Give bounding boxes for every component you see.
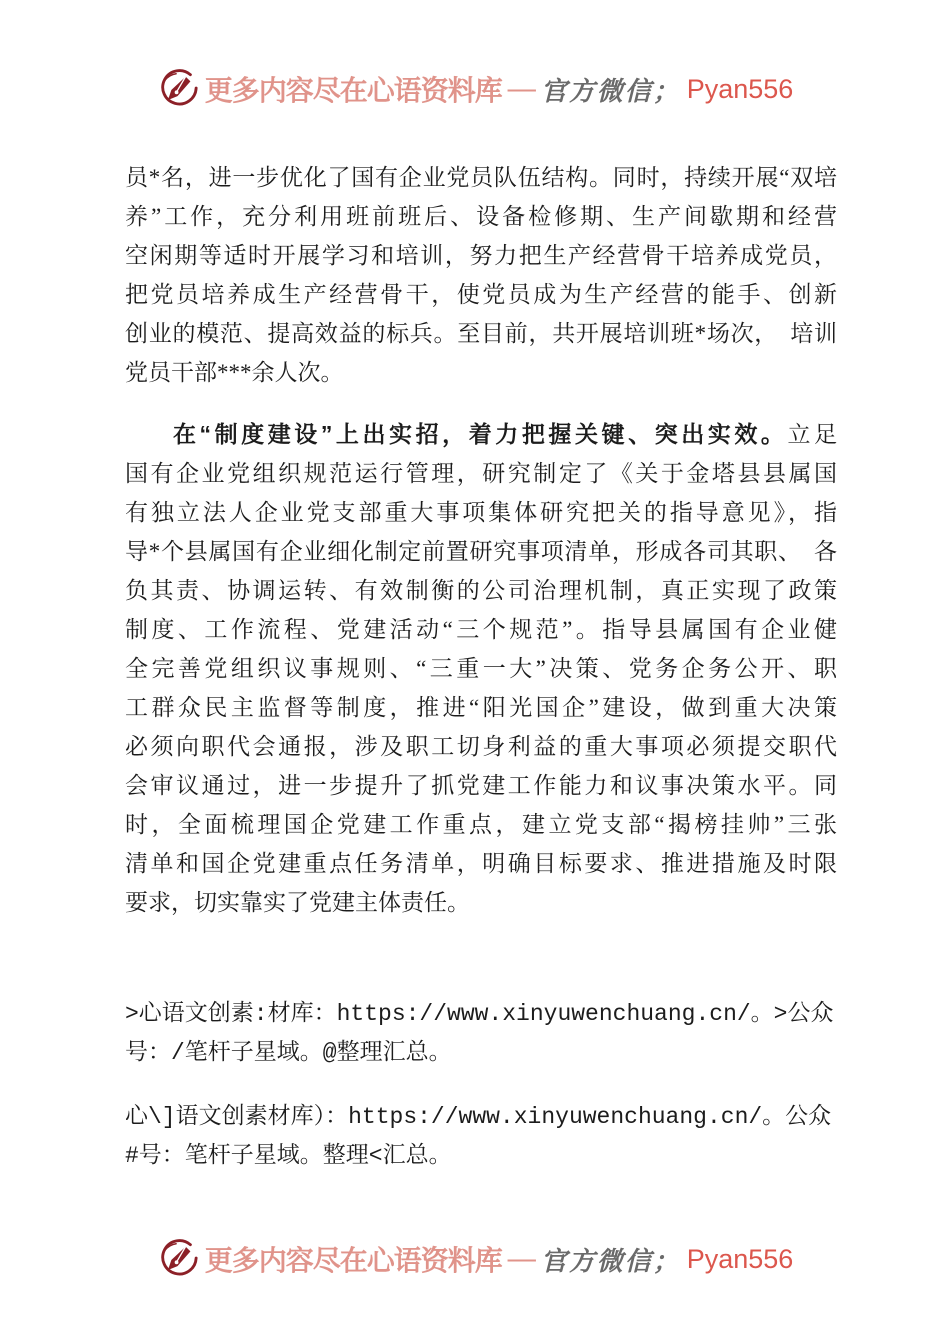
text-line <box>125 158 837 197</box>
text-run: 时，全面梳理国企党建工作重点，建立党支部“揭榜挂帅”三张 <box>125 812 837 837</box>
text-run: 有独立法人企业党支部重大事项集体研究把关的指导意见》，指 <box>125 500 837 525</box>
dash-separator: — <box>507 1243 535 1274</box>
text-line <box>125 1137 837 1176</box>
dash-separator: — <box>507 73 535 104</box>
para-source-note-2 <box>125 1098 837 1176</box>
text-run: 养”工作，充分利用班前班后、设备检修期、生产间歇期和经营 <box>125 204 837 229</box>
text-run: 工群众民主监督等制度，推进“阳光国企”建设，做到重大决策 <box>125 695 837 720</box>
text-line <box>125 883 837 922</box>
text-run: 党员干部***余人次。 <box>125 360 344 385</box>
para-source-note-1 <box>125 995 837 1073</box>
text-line <box>125 571 837 610</box>
text-line <box>125 1098 837 1137</box>
text-run: 员*名，进一步优化了国有企业党员队伍结构。同时，持续开展“双培 <box>125 165 837 190</box>
text-line <box>125 766 837 805</box>
text-line <box>125 532 837 571</box>
text-line <box>125 688 837 727</box>
text-run: 负其责、协调运转、有效制衡的公司治理机制，真正实现了政策 <box>125 578 837 603</box>
text-line <box>125 727 837 766</box>
para-party-member-training <box>125 158 837 392</box>
text-run: 导*个县属国有企业细化制定前置研究事项清单，形成各司其职、 各 <box>125 539 837 564</box>
text-line <box>125 493 837 532</box>
pen-emblem-logo <box>157 68 199 110</box>
text-line <box>125 314 837 353</box>
text-line <box>125 995 837 1034</box>
document-body <box>125 158 837 1176</box>
text-line <box>125 197 837 236</box>
bold-heading-run: 在“制度建设”上出实招，着力把握关键、突出实效。 <box>173 421 788 447</box>
text-run: #号：笔杆子星域。整理<汇总。 <box>125 1143 452 1169</box>
wechat-id: Pyan556 <box>686 1243 794 1274</box>
text-run: 会审议通过，进一步提升了抓党建工作能力和议事决策水平。同 <box>125 773 837 798</box>
text-run: 必须向职代会通报，涉及职工切身利益的重大事项必须提交职代 <box>125 734 837 759</box>
text-line <box>125 236 837 275</box>
text-run: 立足 <box>787 422 838 447</box>
text-line <box>125 649 837 688</box>
text-run: 全完善党组织议事规则、“三重一大”决策、党务企务公开、职 <box>125 656 837 681</box>
wechat-id: Pyan556 <box>686 73 794 104</box>
footer-watermark <box>0 1238 950 1280</box>
official-wechat-label: 官方微信； <box>540 76 681 106</box>
para-system-building <box>125 415 837 922</box>
text-line <box>125 275 837 314</box>
text-line <box>125 415 837 454</box>
text-run: 空闲期等适时开展学习和培训，努力把生产经营骨干培养成党员， <box>125 243 837 268</box>
text-run: 清单和国企党建重点任务清单，明确目标要求、推进措施及时限 <box>125 851 837 876</box>
text-run: 要求，切实靠实了党建主体责任。 <box>125 890 470 915</box>
brand-text: 更多内容尽在心语资料库 <box>204 76 502 107</box>
text-run: 国有企业党组织规范运行管理，研究制定了《关于金塔县县属国 <box>125 461 837 486</box>
text-run: 制度、工作流程、党建活动“三个规范”。指导县属国有企业健 <box>125 617 837 642</box>
official-wechat-label: 官方微信； <box>540 1246 681 1276</box>
text-line <box>125 1034 837 1073</box>
text-run: 把党员培养成生产经营骨干，使党员成为生产经营的能手、创新 <box>125 282 837 307</box>
text-line <box>125 353 837 392</box>
header-watermark <box>0 68 950 110</box>
text-run: >心语文创素:材库：https://www.xinyuwenchuang.cn/。>公众 <box>125 1001 834 1027</box>
text-line <box>125 610 837 649</box>
brand-text: 更多内容尽在心语资料库 <box>204 1246 502 1277</box>
text-line <box>125 844 837 883</box>
text-line <box>125 454 837 493</box>
text-run: 创业的模范、提高效益的标兵。至目前，共开展培训班*场次， 培训 <box>125 321 837 346</box>
pen-emblem-logo <box>157 1238 199 1280</box>
text-run: 心\]语文创素材库）：https://www.xinyuwenchuang.cn/。公众 <box>125 1104 832 1130</box>
text-line <box>125 805 837 844</box>
text-run: 号：/笔杆子星域。@整理汇总。 <box>125 1040 452 1066</box>
